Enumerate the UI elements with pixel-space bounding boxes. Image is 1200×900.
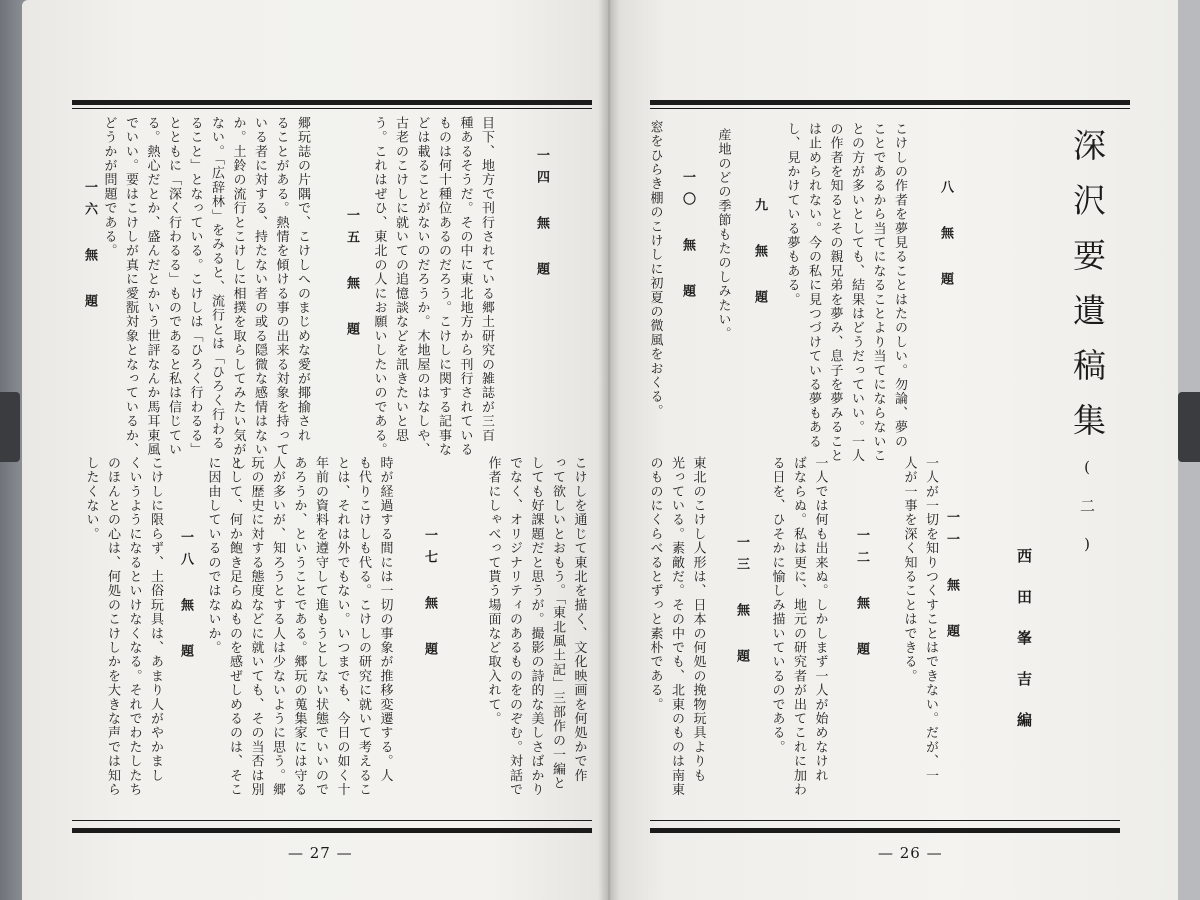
page-number-left: — 27 — — [288, 844, 353, 862]
book-title-volume: (二) — [1078, 458, 1096, 575]
text-line: 一人では何も出来ぬ。しかしまず一人が始めなけれ — [812, 456, 828, 783]
text-line: として、何か飽き足らぬものを感ぜしめるのは、そこ — [227, 456, 242, 797]
section-body-15 — [98, 116, 313, 471]
text-line: くいうようになるといけなくなる。それでわたしたち — [126, 456, 142, 797]
text-line: のものにくらべるとずっと素朴である。 — [647, 456, 663, 712]
section-body-11 — [898, 456, 941, 783]
section-body-8 — [781, 122, 910, 463]
footer-rule-right-thin — [650, 820, 1120, 821]
text-line: 作者にしゃべって貰う場面など取入れて。 — [485, 456, 501, 726]
page-number-right: — 26 — — [878, 844, 943, 862]
text-line: 光っている。素敵だ。その中でも、北東のものは南東 — [669, 456, 684, 797]
text-line: し、見かけている夢もある。 — [784, 122, 800, 307]
section-body-9 — [712, 128, 734, 341]
section-heading-11: 一一 無 題 — [944, 510, 959, 646]
text-line: どは載ることがないのだろうか。木地屋のはなしや、 — [414, 116, 430, 457]
book-gutter — [598, 0, 620, 900]
text-line: 時が経過する間には一切の事象が推移変遷する。人 — [377, 456, 393, 783]
text-line: 東北のこけし人形は、日本の何処の挽物玩具よりも — [690, 456, 706, 783]
text-line: こけしを通じて東北を描く、文化映画を何処かで作 — [571, 456, 587, 783]
binder-clip — [0, 392, 20, 462]
text-line: か。土鈴の流行とこけしに相撲を取らしてみたい気がし — [230, 116, 246, 471]
text-line: は止められない。今の私に見つづけている夢もある — [806, 122, 821, 449]
text-line: こけしに限らず、土俗玩具は、あまり人がやかまし — [148, 456, 163, 783]
footer-rule-right — [650, 828, 1120, 833]
text-line: ることがある。熱情を傾ける事の出来る対象を持って — [273, 116, 289, 457]
text-line: 産地のどの季節もたのしみたい。 — [715, 128, 731, 341]
text-line: いる者に対する、持たない者の或る隠微な感情はない — [252, 116, 267, 457]
footer-rule-left — [72, 828, 592, 833]
header-rule-left — [72, 100, 592, 105]
text-line: 人が多いが、知ろうとする人は少ないように思う。郷 — [270, 456, 285, 797]
section-body-16 — [482, 456, 590, 797]
text-line: ばならぬ。私は更に、地元の研究者が出てこれに加わ — [791, 456, 806, 797]
section-body-17 — [202, 456, 396, 797]
text-line: も代りこけしも代る。こけしの研究に就いて考えるこ — [356, 456, 371, 797]
section-heading-18: 一八 無 題 — [178, 530, 193, 666]
header-rule-right — [650, 100, 1130, 105]
header-rule-left-thin — [72, 108, 592, 109]
text-line: って欲しいとおもう。「東北風土記」三部作の一編と — [550, 456, 565, 791]
section-heading-8: 八 無 題 — [938, 180, 953, 294]
text-line: の作者を知るとその親兄弟を夢み、息子を夢みること — [827, 122, 843, 463]
text-line: のほんとの心は、何処のこけしかを大きな声では知ら — [105, 456, 120, 797]
author-credit: 西田峯吉編 — [1015, 548, 1033, 753]
text-line: でなく、オリジナリティのあるものをのぞむ。対話で — [507, 456, 522, 797]
text-line: ること」となっている。こけしは「ひろく行わるる」 — [187, 116, 203, 457]
section-heading-17: 一七 無 題 — [422, 528, 437, 664]
text-line: に因由しているのではないか。 — [205, 456, 221, 655]
section-heading-9: 九 無 題 — [752, 198, 767, 312]
section-body-13 — [644, 456, 709, 797]
text-line: 年前の資料を遵守して進もうとしない状態でいいので — [313, 456, 328, 797]
text-line: 人が一事を深く知ることはできる。 — [901, 456, 917, 684]
text-line: 一人が一切を知りつくすことはできない。だが、一 — [923, 456, 938, 783]
text-line: 郷玩誌の片隅で、こけしへのまじめな愛が揶揄され — [295, 116, 310, 443]
text-line: ことであるから当てになることより当てにならないこ — [870, 122, 886, 463]
book-title — [1064, 128, 1111, 575]
text-line: る日を、ひそかに愉しみ描いているのである。 — [769, 456, 785, 755]
section-heading-15: 一五 無 題 — [344, 208, 359, 344]
text-line: とは、それは外でもない。いつまでも、今日の如く十 — [334, 456, 350, 797]
text-line: でいい。要はこけしが真に愛翫対象となっているか、 — [123, 116, 138, 457]
text-line: したくない。 — [83, 456, 99, 542]
text-line: とともに「深く行わるる」ものであると私は信じてい — [166, 116, 181, 457]
section-body-14 — [368, 116, 497, 457]
text-line: 古老のこけしに就いての追憶談などを訊きたいと思 — [393, 116, 408, 443]
header-rule-right-thin — [650, 108, 1130, 109]
text-line: こけしの作者を夢見ることはたのしい。勿論、夢の — [892, 122, 907, 449]
section-heading-12: 一二 無 題 — [854, 528, 869, 664]
text-line: ものは何十種位あるのだろう。こけしに関する記事な — [436, 116, 451, 457]
text-line: との方が多いとしても、結果はどうだっていい。一人 — [849, 122, 864, 463]
text-line: ない。「広辞林」をみると、流行とは「ひろく行わる — [209, 116, 224, 451]
text-line: る。熱心だとか、盛んだとかいう世評なんか馬耳東風 — [144, 116, 160, 457]
binder-clip — [1178, 392, 1200, 462]
text-line: あろうか、ということである。郷玩の蒐集家には守る — [291, 456, 307, 797]
text-line: 玩の歴史に対する態度などに就いても、その当否は別 — [248, 456, 264, 797]
text-line: どうかが問題である。 — [101, 116, 117, 258]
section-heading-10: 一〇 無 題 — [680, 170, 695, 306]
text-line: しても好課題だと思うが。撮影の詩的な美しさばかり — [528, 456, 544, 797]
section-heading-16: 一六 無 題 — [82, 180, 97, 316]
section-body-12 — [766, 456, 831, 797]
section-heading-13: 一三 無 題 — [734, 535, 749, 671]
text-line: 窓をひらき棚のこけしに初夏の微風をおくる。 — [647, 120, 663, 419]
footer-rule-left-thin — [72, 820, 592, 821]
section-body-18 — [80, 456, 166, 797]
text-line: 目下、地方で刊行されている郷土研究の雑誌が三百 — [479, 116, 494, 443]
section-heading-14: 一四 無 題 — [534, 148, 549, 284]
text-line: 種あるそうだ。その中に東北地方から刊行されている — [457, 116, 473, 457]
text-line: う。これはぜひ、東北の人にお願いしたいのである。 — [371, 116, 387, 457]
section-body-10 — [644, 120, 666, 418]
book-title-text: 深沢要遺稿集 — [1068, 128, 1107, 458]
